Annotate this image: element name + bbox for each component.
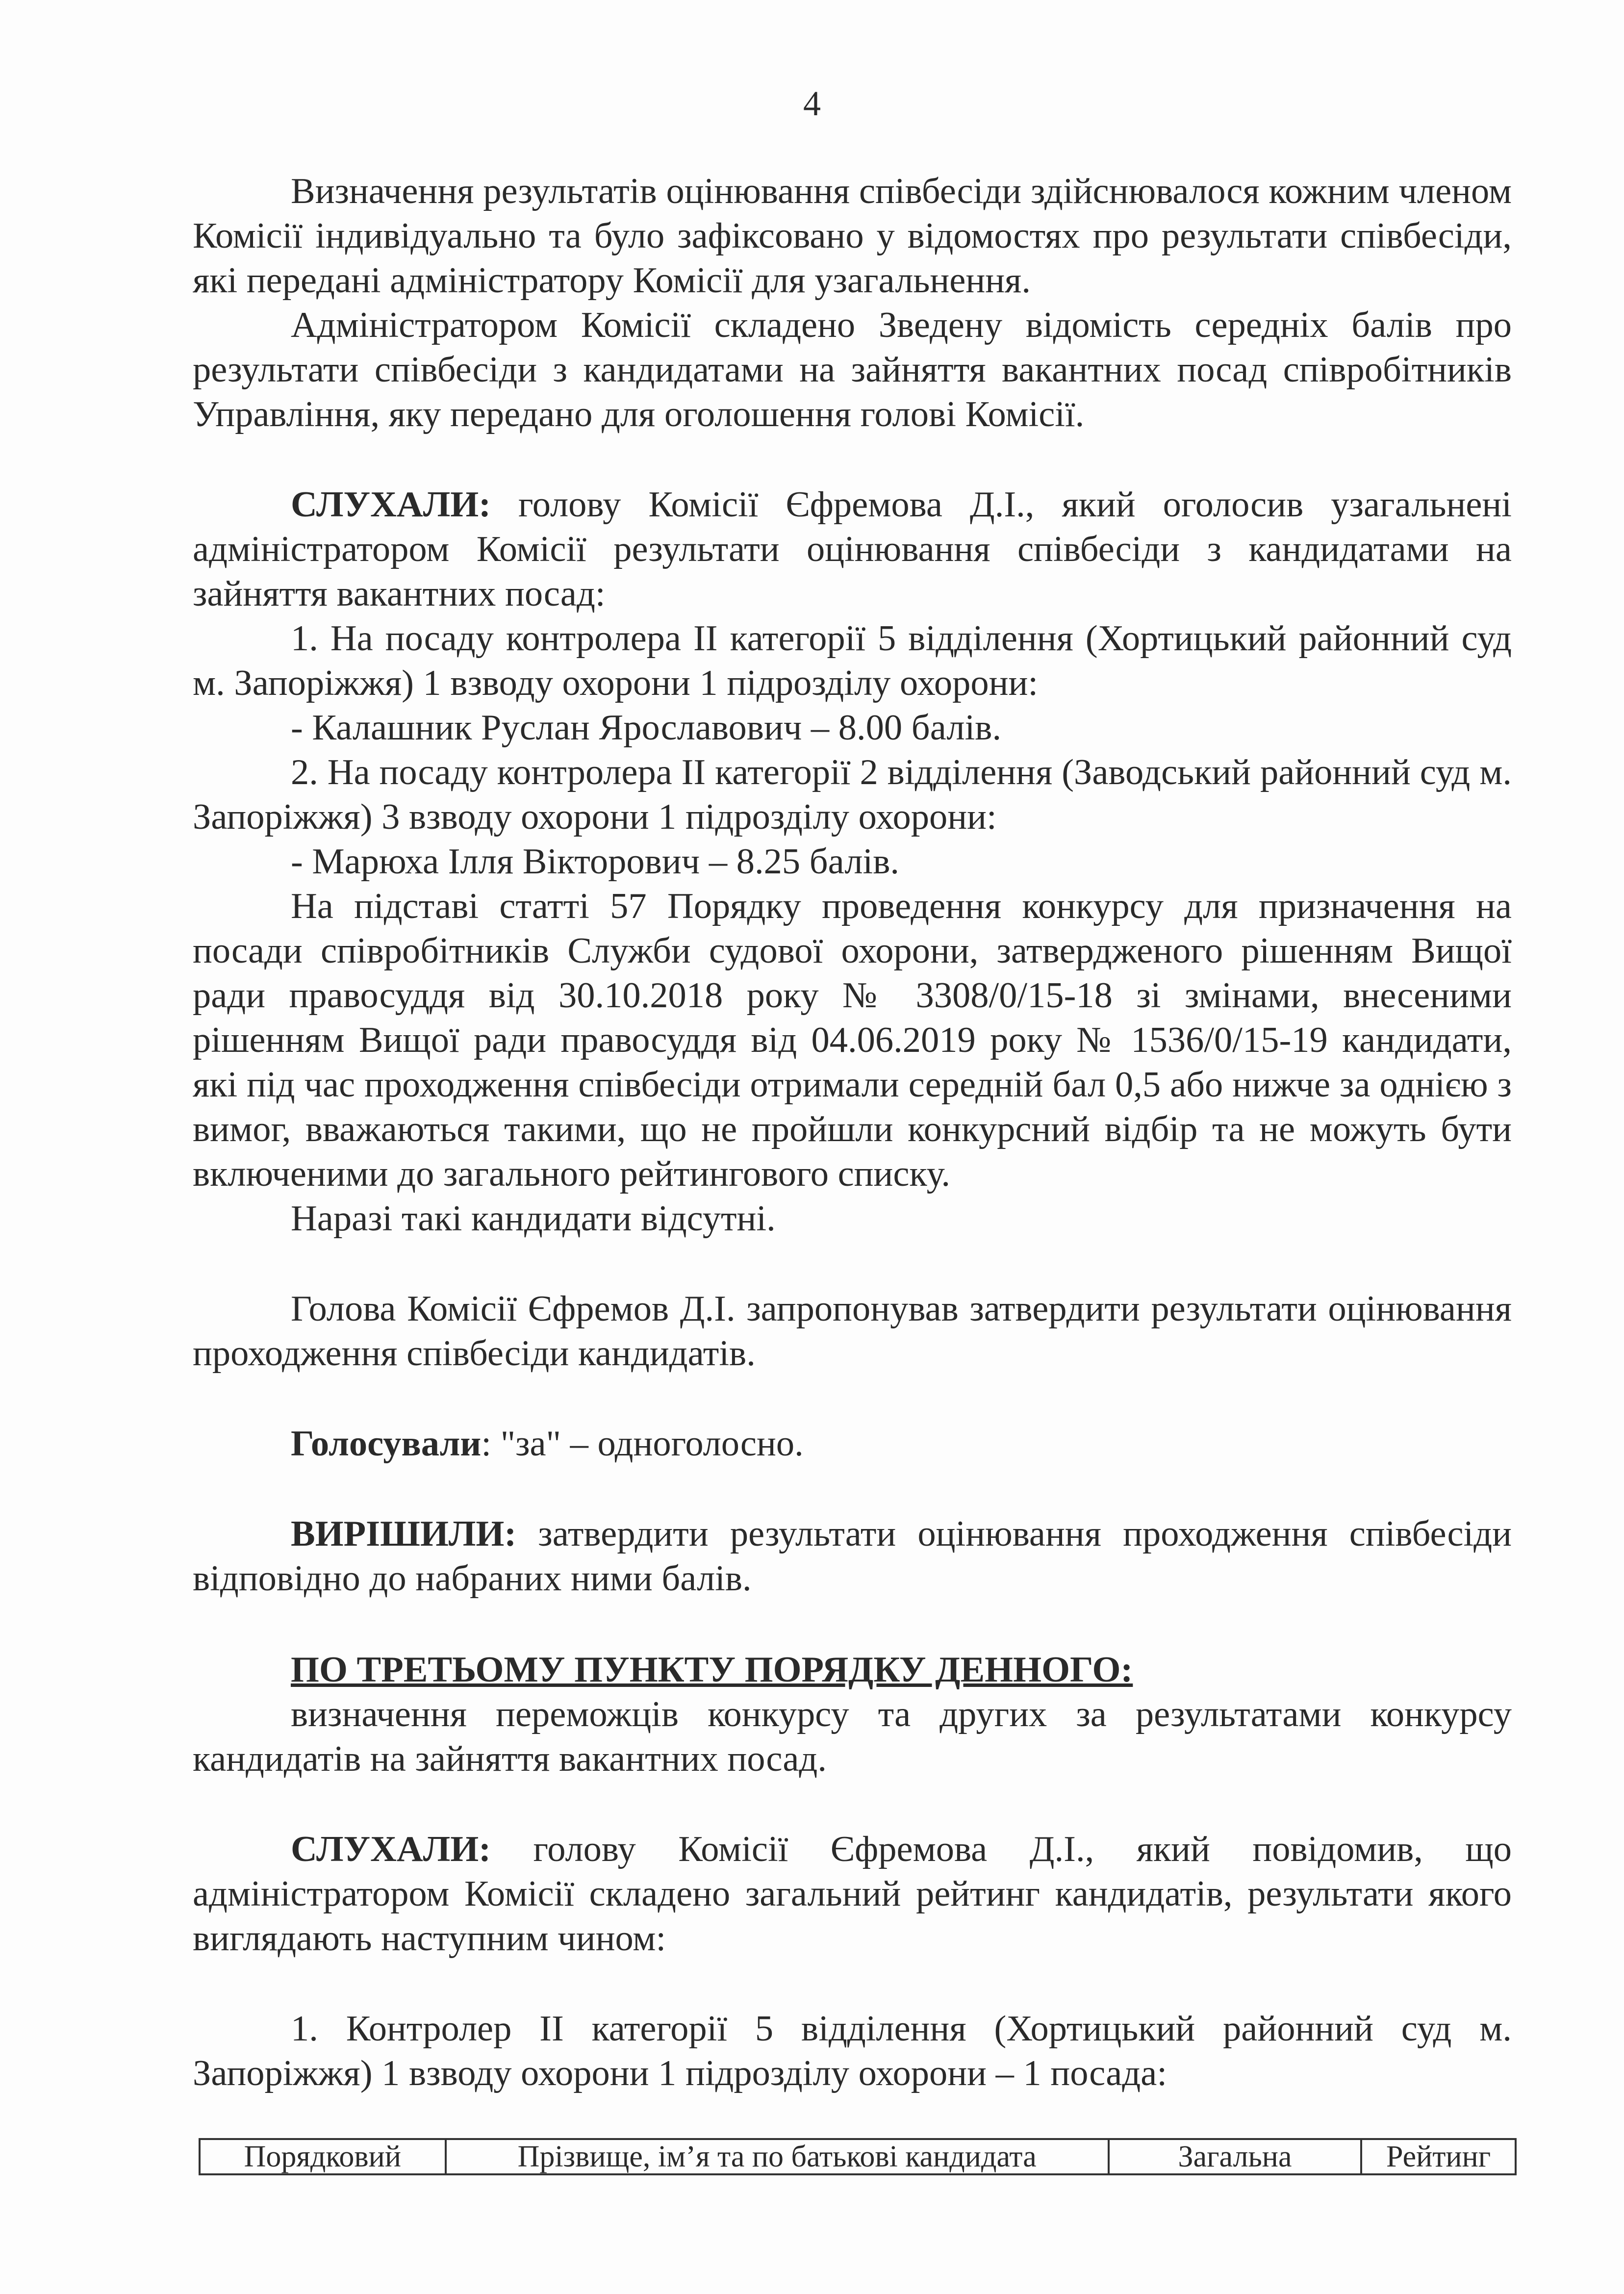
rating-table: [199, 2138, 1517, 2175]
table-header-cell: Прізвище, ім’я та по батькові кандидата: [446, 2139, 1109, 2174]
table-header-cell: Загальна: [1109, 2139, 1361, 2174]
heard-label: СЛУХАЛИ:: [291, 484, 491, 525]
decided-text: затвердити результати оцінювання проходження співбесіди відповідно до набраних ними балів.: [193, 1514, 1512, 1599]
candidate-2: - Марюха Ілля Вікторович – 8.25 балів.: [291, 841, 899, 882]
paragraph-heard-2: [193, 1827, 1512, 1961]
paragraph-proposal: Голова Комісії Єфремов Д.І. запропонував затвердити результати оцінювання проходження співбесіди кандидатів.: [193, 1289, 1512, 1374]
list-item-position-2: 2. На посаду контролера ІІ категорії 2 відділення (Заводський районний суд м. Запоріжжя) 3 взводу охорони 1 підрозділу охорони:: [193, 752, 1512, 837]
agenda-text: визначення переможців конкурсу та других за результатами конкурсу кандидатів на зайняття вакантних посад.: [193, 1694, 1512, 1779]
candidate-1: - Калашник Руслан Ярославович – 8.00 балів.: [291, 708, 1002, 748]
vote-label: Голосували: [291, 1424, 482, 1464]
heard-text: голову Комісії Єфремова Д.І., який оголосив узагальнені адміністратором Комісії результати оцінювання співбесіди з кандидатами на зайняття вакантних посад:: [193, 484, 1512, 614]
page-number: 4: [803, 84, 821, 123]
agenda-heading: ПО ТРЕТЬОМУ ПУНКТУ ПОРЯДКУ ДЕННОГО:: [291, 1650, 1133, 1690]
document-body: [193, 169, 1512, 2175]
paragraph-absent: Наразі такі кандидати відсутні.: [291, 1198, 776, 1239]
decided-label: ВИРІШИЛИ:: [291, 1514, 517, 1554]
paragraph-summary: Адміністратором Комісії складено Зведену відомість середніх балів про результати співбесіди з кандидатами на зайняття вакантних посад співробітників Управління, яку передано для оголошення голові Комісії.: [193, 305, 1512, 434]
heard-label: СЛУХАЛИ:: [291, 1829, 491, 1869]
heard-text: голову Комісії Єфремова Д.І., який повідомив, що адміністратором Комісії складено загальний рейтинг кандидатів, результати якого виглядають наступним чином:: [193, 1829, 1512, 1959]
paragraph-evaluation: Визначення результатів оцінювання співбесіди здійснювалося кожним членом Комісії індивідуально та було зафіксовано у відомостях про результати співбесіди, які передані адміністратору Комісії для узагальнення.: [193, 171, 1512, 301]
position-title: 1. Контролер ІІ категорії 5 відділення (Хортицький районний суд м. Запоріжжя) 1 взводу охорони 1 підрозділу охорони – 1 посада:: [193, 2009, 1512, 2093]
table-header-cell: Рейтинг: [1361, 2139, 1516, 2174]
paragraph-heard-1: [193, 483, 1512, 616]
paragraph-vote: [193, 1422, 1512, 1466]
list-item-position-1: 1. На посаду контролера ІІ категорії 5 відділення (Хортицький районний суд м. Запоріжжя) 1 взводу охорони 1 підрозділу охорони:: [193, 618, 1512, 703]
table-header-cell: Порядковий: [200, 2139, 446, 2174]
paragraph-decided: [193, 1512, 1512, 1601]
vote-text: : "за" – одноголосно.: [481, 1424, 804, 1464]
table-header-row: [200, 2139, 1516, 2174]
paragraph-article-57: На підставі статті 57 Порядку проведення конкурсу для призначення на посади співробітників Служби судової охорони, затвердженого рішенням Вищої ради правосуддя від 30.10.2018 року № 3308/0/15-18 зі змінами, внесеними рішенням Вищої ради правосуддя від 04.06.2019 року № 1536/0/15-19 кандидати, які під час проходження співбесіди отримали середній бал 0,5 або нижче за однією з вимог, вважаються такими, що не пройшли конкурсний відбір та не можуть бути включеними до загального рейтингового списку.: [193, 886, 1512, 1194]
